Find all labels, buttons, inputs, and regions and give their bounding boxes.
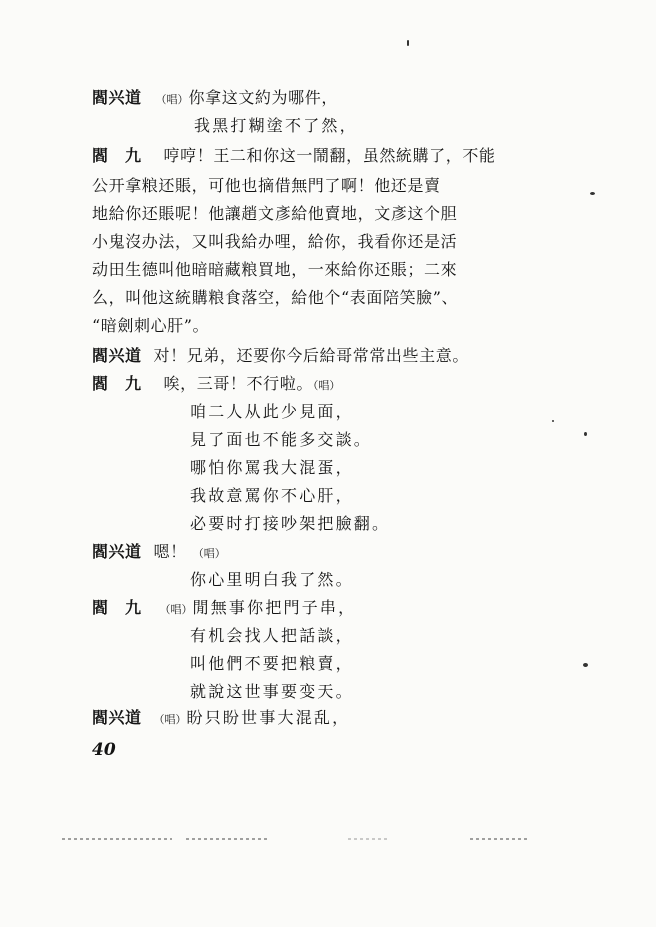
scan-artifact xyxy=(62,838,172,840)
dialogue-line xyxy=(92,88,338,110)
sing-marker: （唱） xyxy=(153,713,187,726)
verse-line xyxy=(190,682,354,702)
line-text: 对！兄弟，还要你今后給哥常常出些主意。 xyxy=(153,346,469,365)
line-text: 嗯！ xyxy=(153,542,187,561)
line-text: 盼只盼世事大混乱， xyxy=(186,708,351,727)
line-text: 我黑打糊塗不了然， xyxy=(194,116,358,135)
speaker-name: 閻 九 xyxy=(92,598,142,617)
sing-marker: （唱） xyxy=(155,93,189,106)
speaker-name: 閻兴道 xyxy=(92,346,142,365)
print-speck xyxy=(584,432,587,436)
speaker-name: 閻兴道 xyxy=(92,542,142,561)
verse-line xyxy=(190,458,354,478)
sing-marker: （唱） xyxy=(159,603,193,616)
speaker-name: 閻兴道 xyxy=(92,88,142,107)
speaker-name: 閻 九 xyxy=(92,374,142,393)
line-text: 你心里明白我了然。 xyxy=(190,570,354,589)
prose-line xyxy=(92,288,458,308)
page-number: 40 xyxy=(92,740,116,760)
verse-line xyxy=(194,116,358,136)
verse-line xyxy=(190,570,354,590)
dialogue-line xyxy=(92,374,340,396)
print-speck xyxy=(583,663,588,667)
dialogue-line xyxy=(92,598,356,620)
print-speck xyxy=(590,192,595,195)
print-speck xyxy=(407,40,409,46)
sing-marker: （唱） xyxy=(192,547,226,560)
verse-line xyxy=(190,402,354,422)
line-text: 叫他們不要把粮賣， xyxy=(190,654,354,673)
verse-line xyxy=(190,430,372,450)
speaker-name: 閻 九 xyxy=(92,146,142,165)
line-text: 就說这世事要变天。 xyxy=(190,682,354,701)
prose-line xyxy=(92,316,209,336)
prose-line xyxy=(92,260,457,280)
line-text: 閒無事你把門子串， xyxy=(192,598,357,617)
dialogue-line xyxy=(92,542,226,564)
line-text: 哪怕你罵我大混蛋， xyxy=(190,458,354,477)
line-text: 必要时打接吵架把臉翻。 xyxy=(190,514,391,533)
print-speck xyxy=(552,420,554,422)
prose-line xyxy=(92,232,457,252)
line-text: 唉，三哥！不行啦。 xyxy=(163,374,313,393)
dialogue-line xyxy=(92,708,350,730)
dialogue-line xyxy=(92,146,496,166)
line-text: 咱二人从此少見面， xyxy=(190,402,354,421)
verse-line xyxy=(190,626,354,646)
sing-marker: （唱） xyxy=(312,379,341,392)
line-text: 哼哼！王二和你这一鬧翻，虽然統購了，不能 xyxy=(163,146,496,165)
scan-artifact xyxy=(470,838,530,840)
prose-line xyxy=(92,176,441,196)
line-text: 見了面也不能多交談。 xyxy=(190,430,373,449)
line-text: 你拿这文約为哪件， xyxy=(188,88,338,107)
scan-artifact xyxy=(348,838,388,840)
prose-line xyxy=(92,204,457,224)
line-text: 么，叫他这統購粮食落空，給他个“表面陪笑臉”、 xyxy=(92,288,459,307)
line-text: 动田生德叫他暗暗藏粮買地，一來給你还賬；二來 xyxy=(92,260,458,279)
verse-line xyxy=(190,654,354,674)
line-text: 地給你还賬呢！他讓趙文彥給他賣地，文彥这个胆 xyxy=(92,204,458,223)
line-text: “暗劍刺心肝”。 xyxy=(92,316,210,335)
speaker-name: 閻兴道 xyxy=(92,708,142,727)
line-text: 公开拿粮还賬，可他也摘借無門了啊！他还是賣 xyxy=(92,176,441,195)
verse-line xyxy=(190,514,390,534)
scan-artifact xyxy=(186,838,270,840)
line-text: 小鬼沒办法，又叫我給办哩，給你，我看你还是活 xyxy=(92,232,458,251)
line-text: 我故意罵你不心肝， xyxy=(190,486,354,505)
dialogue-line xyxy=(92,346,469,366)
verse-line xyxy=(190,486,354,506)
line-text: 有机会找人把話談， xyxy=(190,626,354,645)
